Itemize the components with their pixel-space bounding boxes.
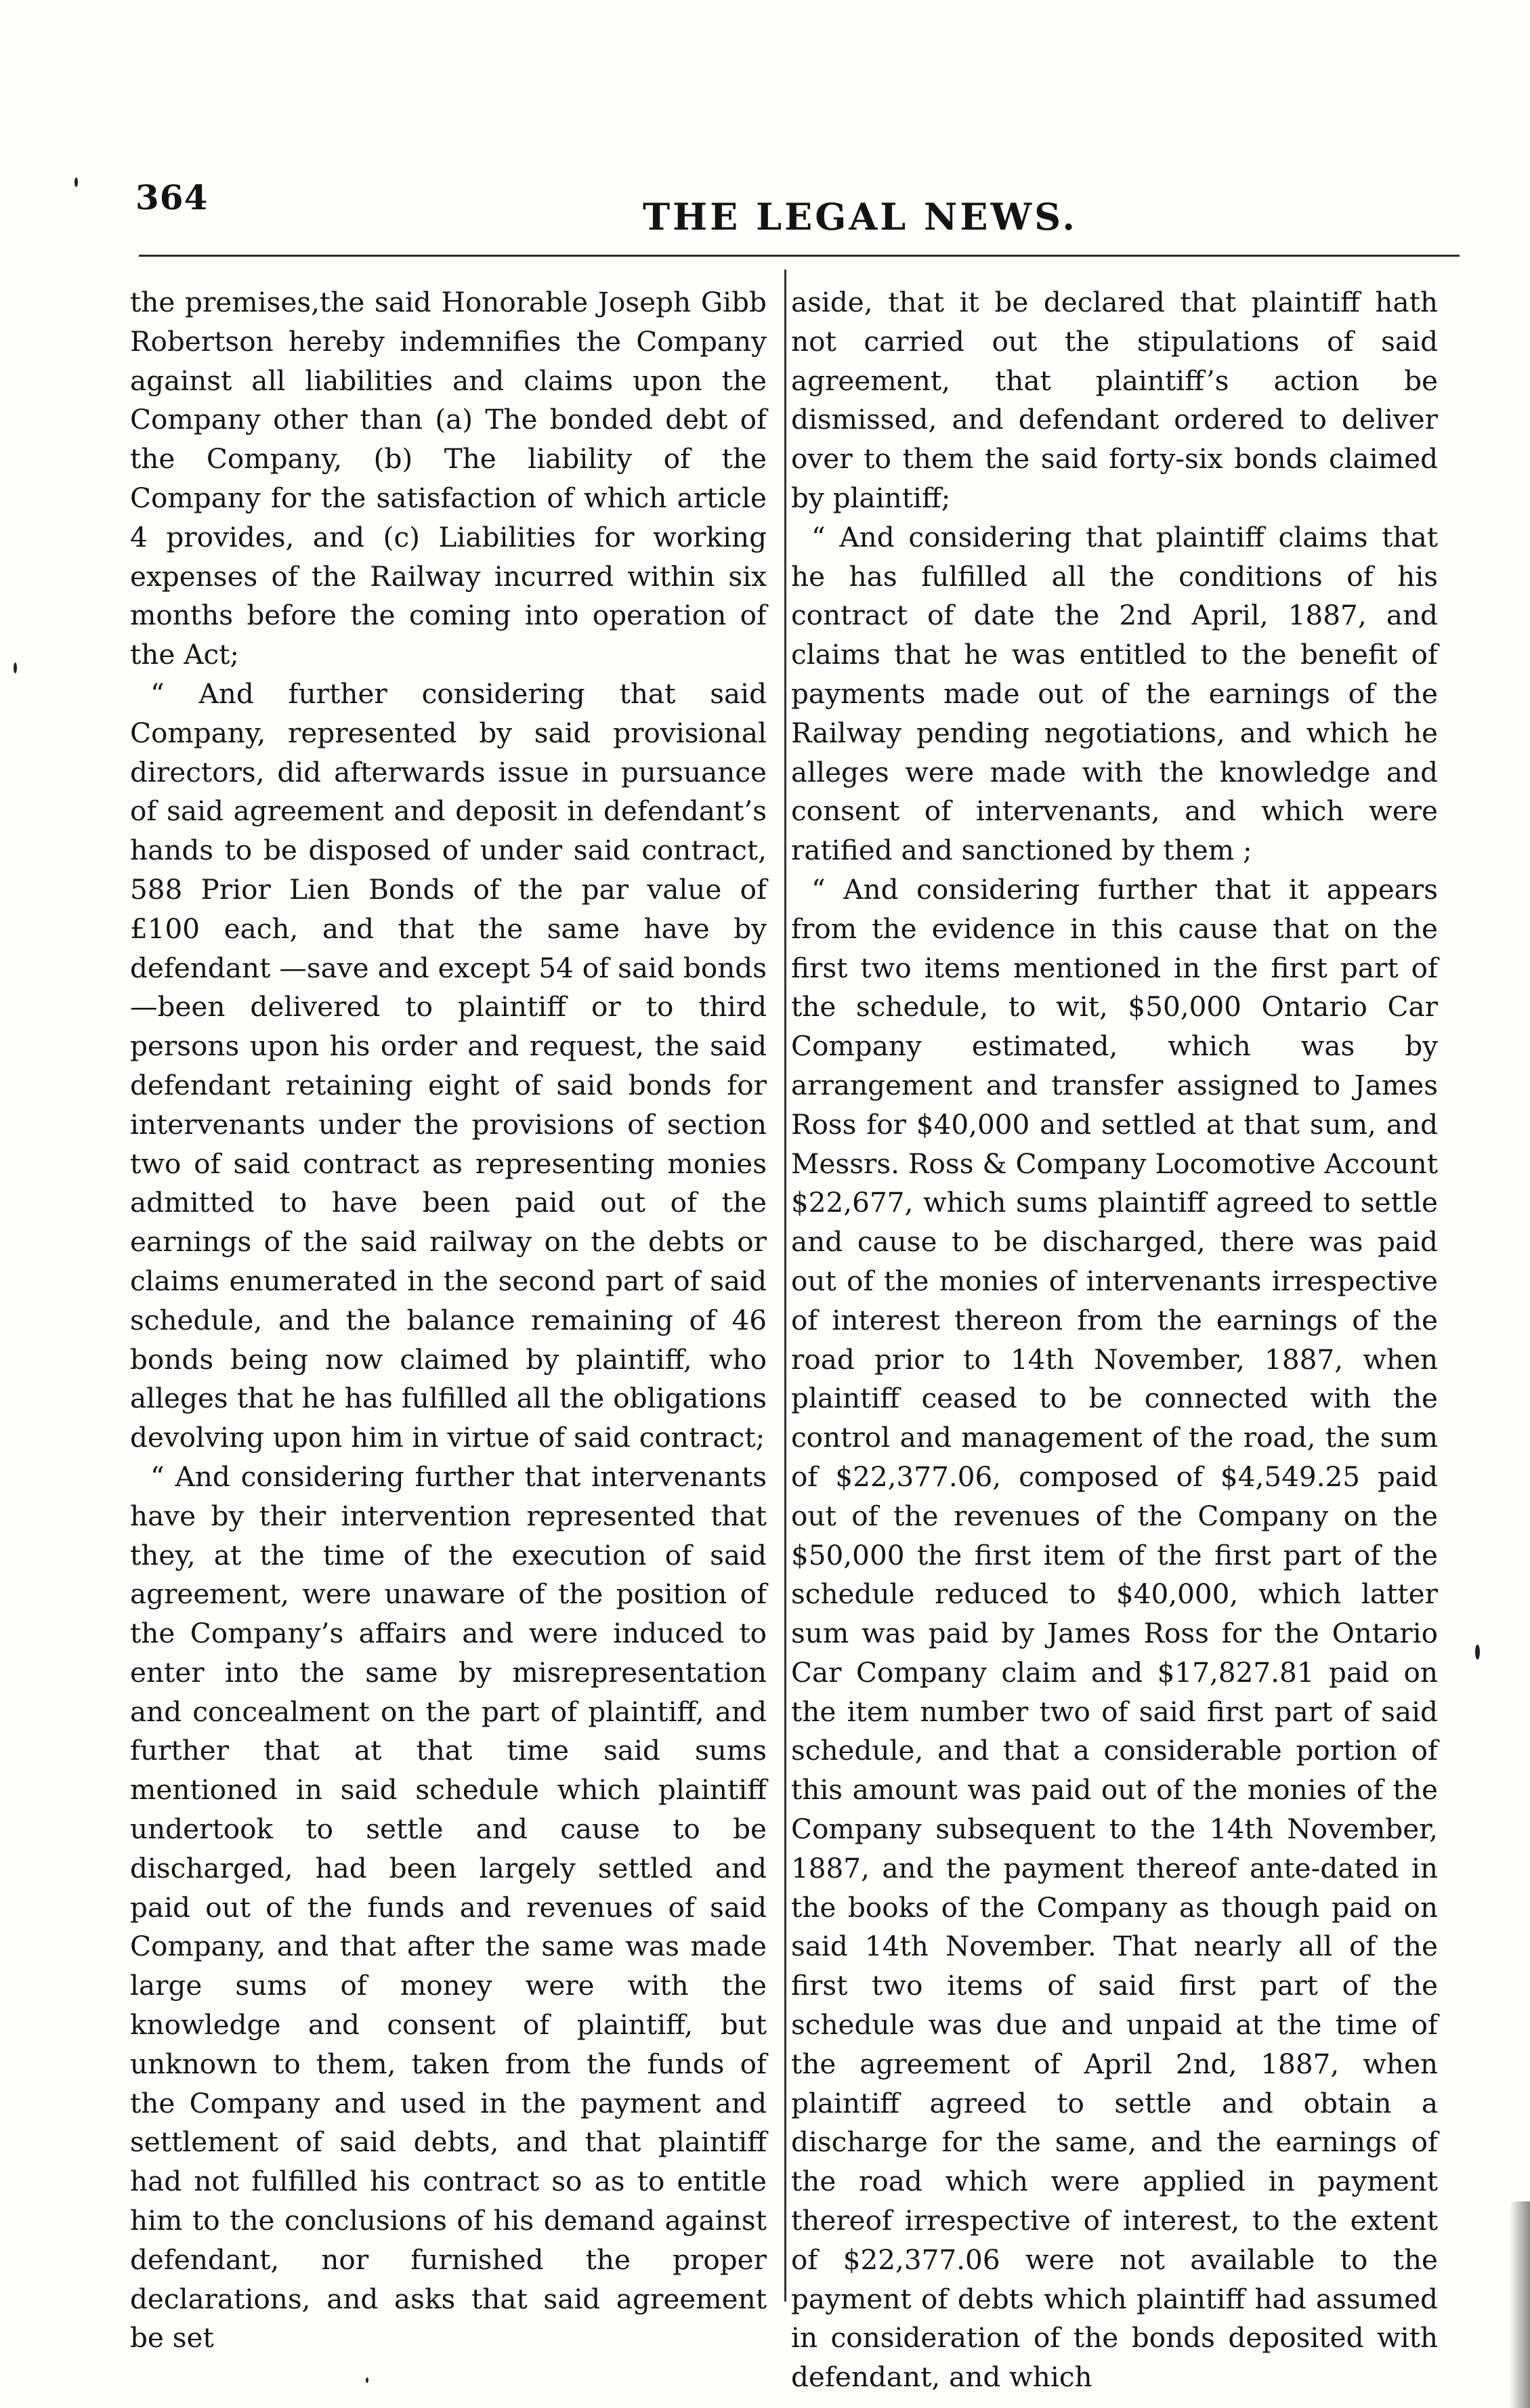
right-column — [791, 283, 1438, 2397]
column-divider — [784, 270, 786, 2302]
scan-speck — [1475, 1645, 1480, 1660]
header-rule — [139, 255, 1460, 257]
scan-speck — [366, 2378, 368, 2383]
left-paragraph-1: the premises,the said Honorable Joseph Gibb Robertson hereby indemnifies the Company against all liabilities and claims upon the Company other than (a) The bonded debt of the Company, (b) The liability of the Company for the satisfaction of which article 4 provides, and (c) Liabilities for working expenses of the Railway incurred within six months before the coming into operation of the Act; — [130, 286, 767, 671]
left-paragraph-2: “ And further considering that said Company, represented by said provisional directors, did afterwards issue in pursuance of said agreement and deposit in defendant’s hands to be disposed of under said contract, 588 Prior Lien Bonds of the par value of £100 each, and that the same have by defendant —save and except 54 of said bonds—been delivered to plaintiff or to third persons upon his order and request, the said defendant retaining eight of said bonds for intervenants under the provisions of section two of said contract as representing monies admitted to have been paid out of the earnings of the said railway on the debts or claims enumerated in the second part of said schedule, and the balance remaining of 46 bonds being now claimed by plaintiff, who alleges that he has fulfilled all the obligations devolving upon him in virtue of said contract; — [130, 677, 767, 1454]
left-column — [130, 283, 767, 2358]
page-number: 364 — [135, 177, 209, 217]
running-title: THE LEGAL NEWS. — [642, 195, 1078, 238]
page-edge-shadow — [1510, 2201, 1530, 2408]
scan-speck — [75, 177, 78, 187]
right-paragraph-3: “ And considering further that it appears from the evidence in this cause that on the first two items mentioned in the first part of the schedule, to wit, $50,000 Ontario Car Company estimated, which was by arrangement and transfer assigned to James Ross for $40,000 and settled at that sum, and Messrs. Ross & Company Locomotive Account $22,677, which sums plaintiff agreed to settle and cause to be discharged, there was paid out of the monies of intervenants irrespective of interest thereon from the earnings of the road prior to 14th November, 1887, when plaintiff ceased to be connected with the control and management of the road, the sum of $22,377.06, composed of $4,549.25 paid out of the revenues of the Company on the $50,000 the first item of the first part of the schedule reduced to $40,000, which latter sum was paid by James Ross for the Ontario Car Company claim and $17,827.81 paid on the item number two of said first part of said schedule, and that a considerable portion of this amount was paid out of the monies of the Company subsequent to the 14th November, 1887, and the payment thereof ante-dated in the books of the Company as though paid on said 14th November. That nearly all of the first two items of said first part of the schedule was due and unpaid at the time of the agreement of April 2nd, 1887, when plaintiff agreed to settle and obtain a discharge for the same, and the earnings of the road which were applied in payment thereof irrespective of interest, to the extent of $22,377.06 were not available to the payment of debts which plaintiff had assumed in consideration of the bonds deposited with defendant, and which — [791, 872, 1438, 2394]
left-paragraph-3: “ And considering further that intervenants have by their intervention represented that they, at the time of the execution of said agreement, were unaware of the position of the Company’s affairs and were induced to enter into the same by misrepresentation and concealment on the part of plaintiff, and further that at that time said sums mentioned in said schedule which plaintiff undertook to settle and cause to be discharged, had been largely settled and paid out of the funds and revenues of said Company, and that after the same was made large sums of money were with the knowledge and consent of plaintiff, but unknown to them, taken from the funds of the Company and used in the payment and settlement of said debts, and that plaintiff had not fulfilled his contract so as to entitle him to the conclusions of his demand against defendant, nor furnished the proper declarations, and asks that said agreement be set — [130, 1460, 767, 2354]
right-paragraph-2: “ And considering that plaintiff claims that he has fulfilled all the conditions of his contract of date the 2nd April, 1887, and claims that he was entitled to the benefit of payments made out of the earnings of the Railway pending negotiations, and which he alleges were made with the knowledge and consent of intervenants, and which were ratified and sanctioned by them ; — [791, 520, 1438, 867]
right-paragraph-1: aside, that it be declared that plaintiff hath not carried out the stipulations of said agreement, that plaintiff’s action be dismissed, and defendant ordered to deliver over to them the said forty-six bonds claimed by plaintiff; — [791, 286, 1438, 514]
scan-speck — [14, 662, 17, 673]
